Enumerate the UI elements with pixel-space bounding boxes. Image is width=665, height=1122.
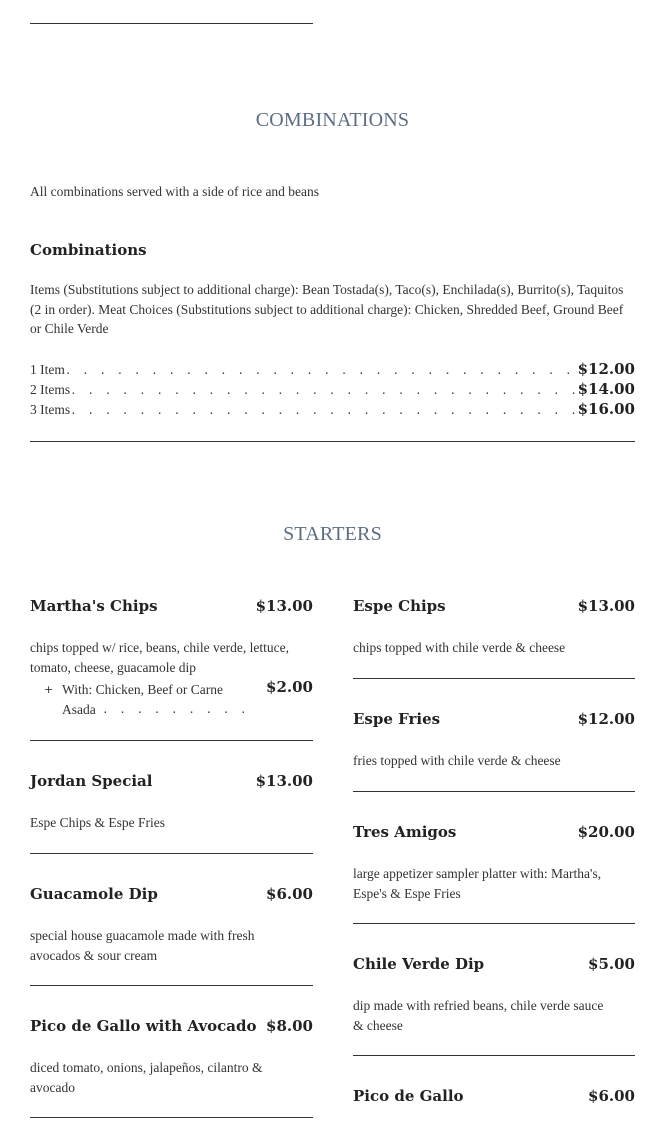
item-description: chips topped with chile verde & cheese xyxy=(353,640,566,655)
combinations-section-title: COMBINATIONS xyxy=(255,109,410,131)
item-price: $8.00 xyxy=(266,1017,313,1035)
item-name: Tres Amigos xyxy=(353,823,457,841)
combo-row-label: 3 Items xyxy=(30,402,71,417)
menu-item-espe-chips xyxy=(353,597,635,615)
item-description: fries topped with chile verde & cheese xyxy=(353,753,561,768)
item-price: $20.00 xyxy=(577,823,635,841)
item-divider xyxy=(353,791,635,792)
item-price: $5.00 xyxy=(588,955,635,973)
item-description: diced tomato, onions, jalapeños, cilantro & avocado xyxy=(30,1060,263,1095)
menu-item-jordan-special xyxy=(30,772,313,790)
combinations-heading: Combinations xyxy=(30,241,147,259)
item-divider xyxy=(30,1117,313,1118)
item-price: $13.00 xyxy=(255,772,313,790)
menu-item-pico-avocado xyxy=(30,1017,313,1035)
item-divider xyxy=(353,923,635,924)
item-price: $6.00 xyxy=(588,1087,635,1105)
item-price: $13.00 xyxy=(577,597,635,615)
item-divider xyxy=(30,853,313,854)
combo-row-price: $12.00 xyxy=(577,360,635,378)
item-description: chips topped w/ rice, beans, chile verde, lettuce, tomato, cheese, guacamole dip xyxy=(30,640,290,675)
addon-label: With: Chicken, Beef or Carne Asada xyxy=(62,682,224,717)
item-divider xyxy=(353,678,635,679)
item-description: large appetizer sampler platter with: Martha's, Espe's & Espe Fries xyxy=(353,866,602,901)
leader-dots xyxy=(70,404,577,417)
combo-row-price: $14.00 xyxy=(577,380,635,398)
item-name: Pico de Gallo with Avocado xyxy=(30,1017,257,1035)
item-divider xyxy=(30,985,313,986)
item-price: $13.00 xyxy=(255,597,313,615)
item-name: Chile Verde Dip xyxy=(353,955,485,973)
combo-row-price: $16.00 xyxy=(577,400,635,418)
item-description: Espe Chips & Espe Fries xyxy=(30,815,165,830)
menu-item-marthas-chips xyxy=(30,597,313,615)
combinations-note: All combinations served with a side of rice and beans xyxy=(30,184,320,199)
menu-item-espe-fries xyxy=(353,710,635,728)
item-name: Pico de Gallo xyxy=(353,1087,464,1105)
item-description: dip made with refried beans, chile verde sauce & cheese xyxy=(353,998,604,1033)
item-description: special house guacamole made with fresh avocados & sour cream xyxy=(30,928,255,963)
combinations-divider xyxy=(30,441,635,442)
item-divider xyxy=(30,740,313,741)
leader-dots xyxy=(65,364,578,377)
combo-row-2 xyxy=(30,380,635,398)
item-name: Jordan Special xyxy=(30,772,153,790)
addon-option xyxy=(44,680,313,720)
menu-item-pico-de-gallo xyxy=(353,1087,635,1105)
combo-row-1 xyxy=(30,360,635,378)
item-name: Espe Chips xyxy=(353,597,446,615)
item-divider xyxy=(353,1055,635,1056)
combo-row-label: 2 Items xyxy=(30,382,71,397)
combo-row-3 xyxy=(30,400,635,418)
item-name: Espe Fries xyxy=(353,710,441,728)
item-name: Martha's Chips xyxy=(30,597,158,615)
leader-dots xyxy=(70,384,577,397)
item-name: Guacamole Dip xyxy=(30,885,158,903)
addon-price: $2.00 xyxy=(266,678,313,696)
plus-icon: + xyxy=(44,683,54,696)
top-divider xyxy=(30,23,313,24)
combo-row-label: 1 Item xyxy=(30,362,65,377)
item-price: $6.00 xyxy=(266,885,313,903)
starters-section-title: STARTERS xyxy=(283,523,382,545)
combinations-description: Items (Substitutions subject to additional charge): Bean Tostada(s), Taco(s), Enchilada(s), Burrito(s), Taquitos (2 in order). Meat Choices (Substitutions subject to additional charge): Chicken, Shredded Beef, Ground Beef or Chile Verde xyxy=(30,282,624,336)
menu-item-chile-verde-dip xyxy=(353,955,635,973)
leader-dots xyxy=(102,700,255,720)
item-price: $12.00 xyxy=(577,710,635,728)
menu-item-guacamole-dip xyxy=(30,885,313,903)
menu-item-tres-amigos xyxy=(353,823,635,841)
